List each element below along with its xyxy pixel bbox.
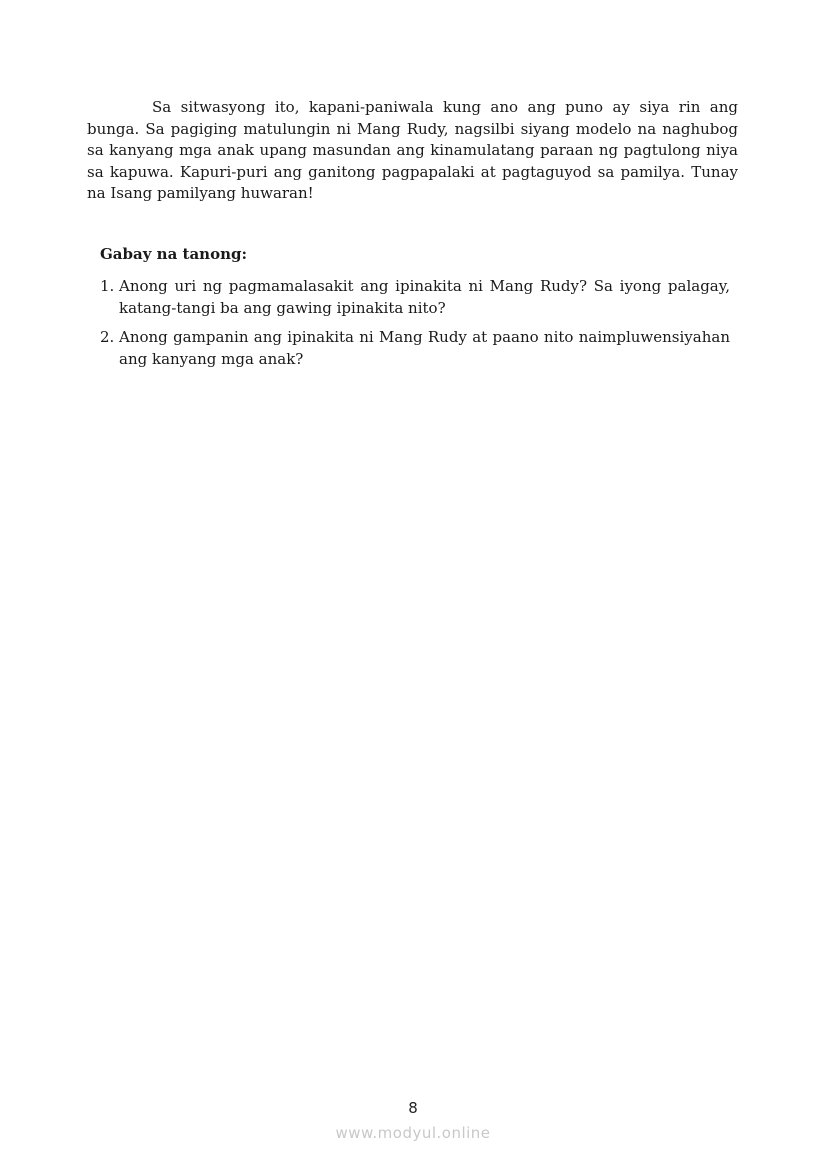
guide-questions-heading: Gabay na tanong: — [100, 245, 248, 263]
body-paragraph: Sa sitwasyong ito, kapani-paniwala kung ano ang puno ay siya rin ang bunga. Sa pagiging matulungin ni Mang Rudy, nagsilbi siyang modelo na naghubog sa kanyang mga anak upang masundan ang kinamulatang paraan ng pagtulong niya sa kapuwa. Kapuri-puri ang ganitong pagpapalaki at pagtaguyod sa pamilya. Tunay na Isang pamilyang huwaran! — [87, 98, 738, 202]
question-number: 2. — [100, 328, 115, 346]
list-item — [100, 327, 730, 370]
page-number: 8 — [408, 1099, 418, 1117]
question-text: Anong uri ng pagmamalasakit ang ipinakita ni Mang Rudy? Sa iyong palagay, katang-tangi ba ang gawing ipinakita nito? — [119, 277, 730, 317]
question-text: Anong gampanin ang ipinakita ni Mang Rudy at paano nito naimpluwensiyahan ang kanyang mga anak? — [119, 328, 730, 368]
question-number: 1. — [100, 277, 115, 295]
watermark-text: www.modyul.online — [335, 1124, 491, 1142]
list-item — [100, 276, 730, 319]
guide-questions-list — [100, 276, 730, 378]
